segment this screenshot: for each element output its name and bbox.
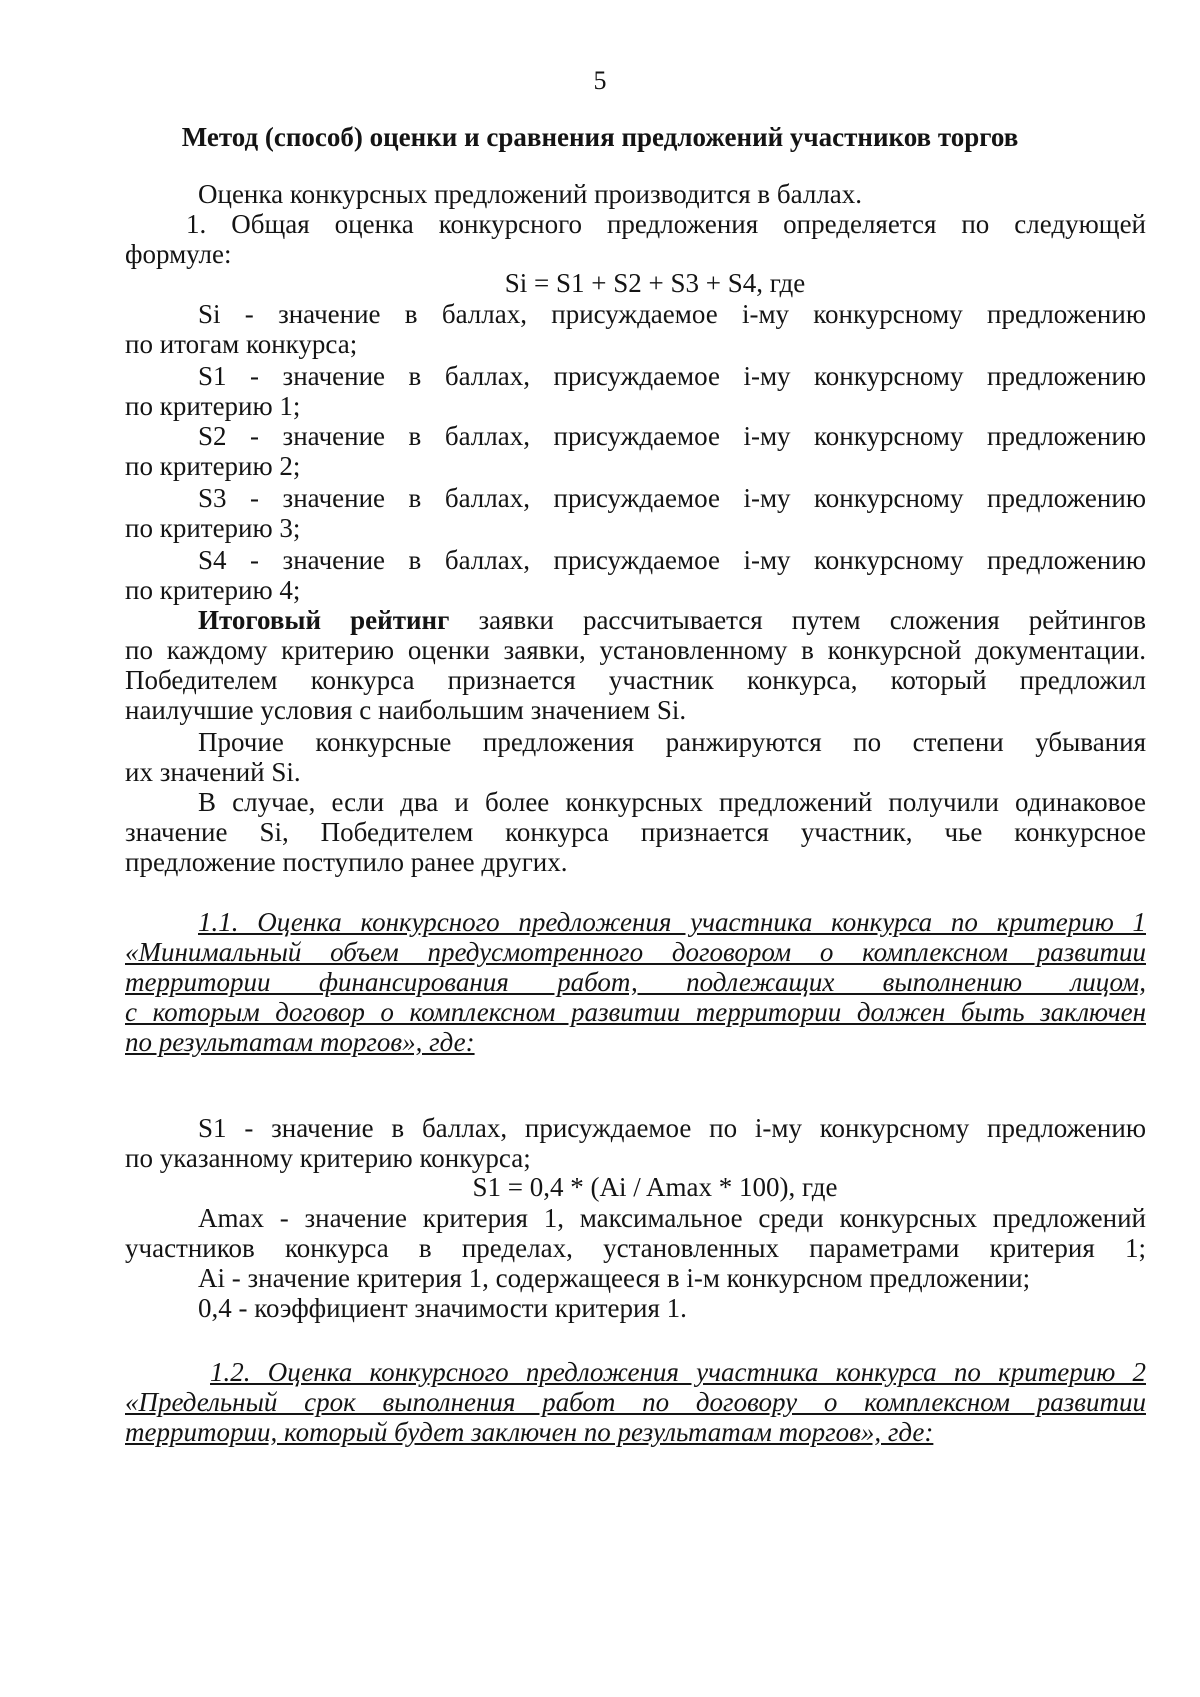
section-heading-line: территории финансирования работ, подлежащих выполнению лицом, bbox=[125, 967, 1146, 997]
definition-line: участников конкурса в пределах, установленных параметрами критерия 1; bbox=[125, 1233, 1146, 1263]
paragraph-line: их значений Si. bbox=[125, 757, 301, 787]
paragraph-line: по каждому критерию оценки заявки, установленному в конкурсной документации. bbox=[125, 635, 1146, 665]
paragraph-line: 1. Общая оценка конкурсного предложения определяется по следующей bbox=[186, 209, 1146, 239]
section-heading-line: 1.1. Оценка конкурсного предложения участника конкурса по критерию 1 bbox=[198, 907, 1146, 937]
section-heading-line: «Минимальный объем предусмотренного договором о комплексном развитии bbox=[125, 937, 1146, 967]
formula-total: Si = S1 + S2 + S3 + S4, где bbox=[504, 268, 806, 298]
paragraph-line: Победителем конкурса признается участник конкурса, который предложил bbox=[125, 665, 1146, 695]
formula-criterion-1: S1 = 0,4 * (Ai / Amax * 100), где bbox=[472, 1172, 838, 1202]
paragraph-line: Итоговый рейтинг заявки рассчитывается путем сложения рейтингов bbox=[198, 605, 1146, 635]
section-heading-line: территории, который будет заключен по результатам торгов», где: bbox=[125, 1417, 934, 1447]
page-number: 5 bbox=[593, 66, 607, 95]
paragraph-line: формуле: bbox=[125, 239, 232, 269]
section-heading-line: с которым договор о комплексном развитии территории должен быть заключен bbox=[125, 997, 1146, 1027]
paragraph-line: значение Si, Победителем конкурса признается участник, чье конкурсное bbox=[125, 817, 1146, 847]
paragraph-line: Прочие конкурсные предложения ранжируются по степени убывания bbox=[198, 727, 1146, 757]
section-heading-line: по результатам торгов», где: bbox=[125, 1027, 475, 1057]
paragraph-line: Оценка конкурсных предложений производится в баллах. bbox=[198, 179, 863, 209]
bold-term: Итоговый рейтинг bbox=[198, 605, 450, 635]
definition-line: S1 - значение в баллах, присуждаемое i-му конкурсному предложению bbox=[198, 361, 1146, 391]
definition-line: по критерию 1; bbox=[125, 391, 301, 421]
definition-line: по итогам конкурса; bbox=[125, 329, 358, 359]
definition-line: по критерию 4; bbox=[125, 575, 301, 605]
section-heading-line: 1.2. Оценка конкурсного предложения участника конкурса по критерию 2 bbox=[210, 1357, 1146, 1387]
definition-line: Si - значение в баллах, присуждаемое i-му конкурсному предложению bbox=[198, 299, 1146, 329]
definition-line: S4 - значение в баллах, присуждаемое i-му конкурсному предложению bbox=[198, 545, 1146, 575]
definition-line: по критерию 3; bbox=[125, 513, 301, 543]
paragraph-line: В случае, если два и более конкурсных предложений получили одинаковое bbox=[198, 787, 1146, 817]
definition-line: S2 - значение в баллах, присуждаемое i-му конкурсному предложению bbox=[198, 421, 1146, 451]
page-title: Метод (способ) оценки и сравнения предложений участников торгов bbox=[181, 122, 1019, 152]
definition-line: Amax - значение критерия 1, максимальное среди конкурсных предложений bbox=[198, 1203, 1146, 1233]
definition-line: Ai - значение критерия 1, содержащееся в i-м конкурсном предложении; bbox=[198, 1263, 1031, 1293]
paragraph-line: предложение поступило ранее других. bbox=[125, 847, 568, 877]
paragraph-line: наилучшие условия с наибольшим значением Si. bbox=[125, 695, 687, 725]
definition-line: по указанному критерию конкурса; bbox=[125, 1143, 531, 1173]
definition-line: S1 - значение в баллах, присуждаемое по i-му конкурсному предложению bbox=[198, 1113, 1146, 1143]
definition-line: S3 - значение в баллах, присуждаемое i-му конкурсному предложению bbox=[198, 483, 1146, 513]
section-heading-line: «Предельный срок выполнения работ по договору о комплексном развитии bbox=[125, 1387, 1146, 1417]
definition-line: по критерию 2; bbox=[125, 451, 301, 481]
definition-line: 0,4 - коэффициент значимости критерия 1. bbox=[198, 1293, 687, 1323]
